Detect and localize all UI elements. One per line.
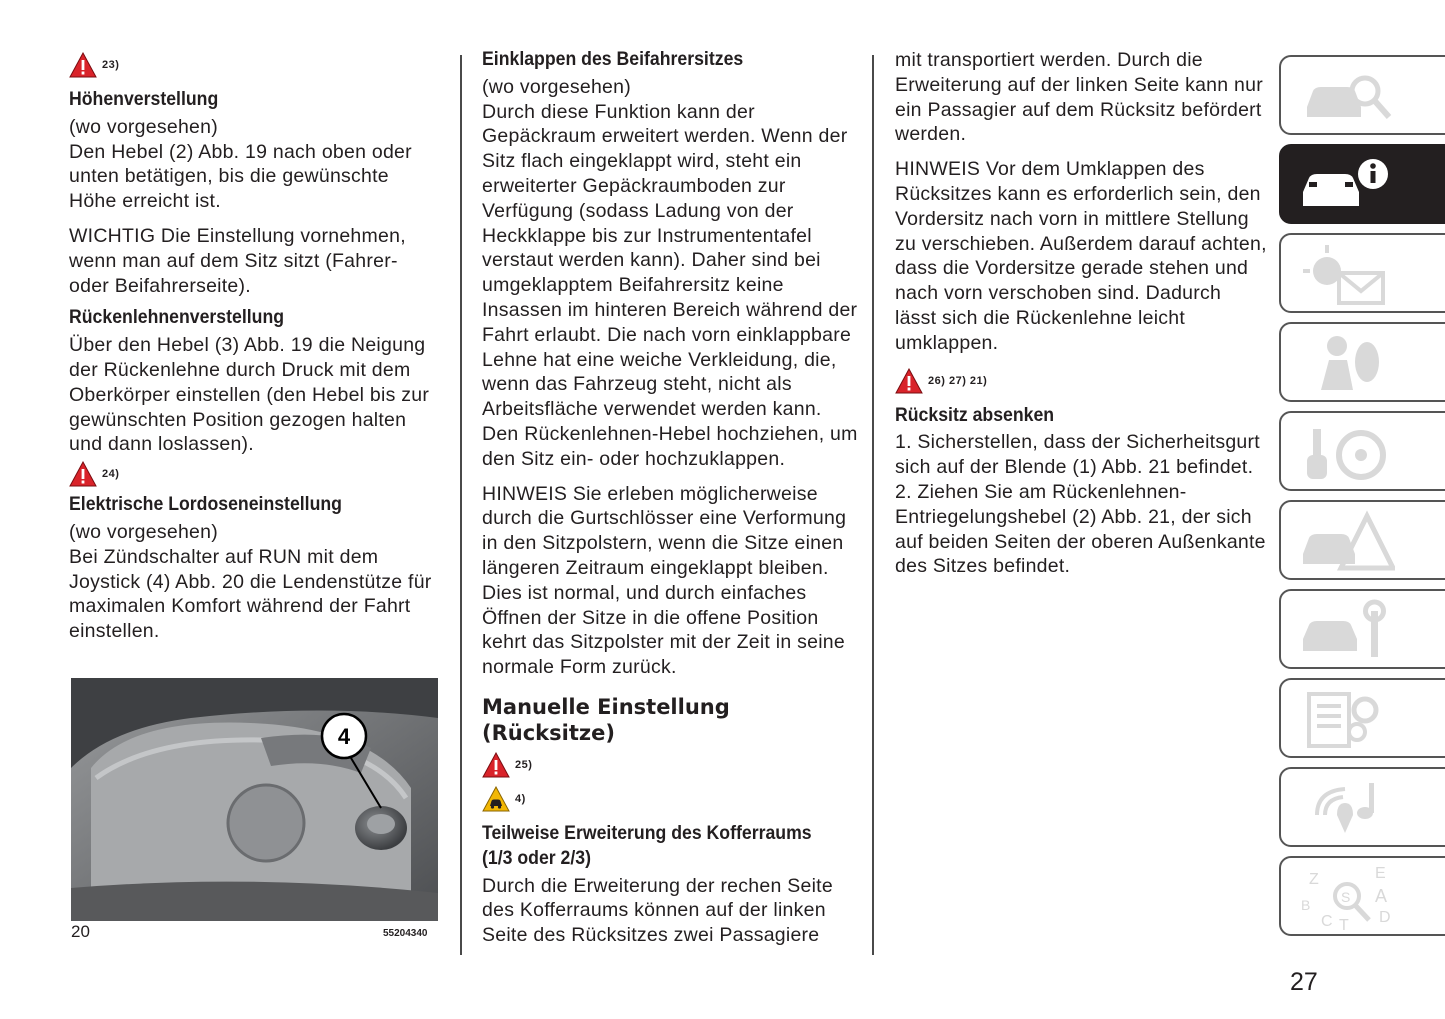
warning-triangle-icon: [69, 52, 97, 78]
tab-index[interactable]: [1279, 856, 1445, 936]
paragraph-hinweis: HINWEIS Sie erleben möglicherweise durch die Gurtschlösser eine Verformung in den Sitzpolstern, wenn die Sitze einen längeren Zeitraum eingeklappt bleiben. Dies ist normal, und durch einfaches Öffnen der Sitze in die offene Position kehrt das Sitzpolster mit der Zeit in seine normale Form zurück.: [482, 482, 847, 679]
warning-reference[interactable]: [895, 366, 1267, 396]
starting-driving-icon: [1295, 419, 1395, 487]
tab-technical-data[interactable]: [1279, 678, 1445, 758]
index-letter: D: [1379, 909, 1391, 926]
index-letter: T: [1339, 917, 1349, 932]
index-icon: [1295, 864, 1395, 932]
subtext: (wo vorgesehen): [69, 115, 218, 138]
warning-reference[interactable]: [69, 459, 441, 489]
tab-starting-driving[interactable]: [1279, 411, 1445, 491]
paragraph-wichtig: WICHTIG Die Einstellung vornehmen, wenn man auf dem Sitz sitzt (Fahrer- oder Beifahrerseite).: [69, 224, 406, 297]
heading-lordoseneinstellung: Elektrische Lordoseneinstellung: [69, 494, 342, 516]
subtext: (wo vorgesehen): [69, 520, 218, 543]
column-divider: [872, 55, 874, 955]
warning-ref-number: 24): [102, 468, 120, 481]
warning-triangle-icon: [69, 461, 97, 487]
heading-manuelle-einstellung: Manuelle Einstellung (Rücksitze): [482, 694, 730, 745]
column-3: [895, 48, 1267, 579]
paragraph: Den Hebel (2) Abb. 19 nach oben oder unten betätigen, bis die gewünschte Höhe erreicht ist.: [69, 140, 412, 213]
warning-triangle-icon: [482, 752, 510, 778]
caution-car-triangle-icon: [482, 786, 510, 812]
heading-teilweise-erweiterung: Teilweise Erweiterung des Kofferraums (1/3 oder 2/3): [482, 822, 812, 869]
paragraph: mit transportiert werden. Durch die Erweiterung auf der linken Seite kann nur ein Passagier auf dem Rücksitz befördert werden.: [895, 49, 1263, 146]
paragraph: Den Rückenlehnen-Hebel hochziehen, um den Sitz ein- oder hochzuklappen.: [482, 422, 858, 470]
caution-reference[interactable]: [482, 784, 862, 814]
warning-reference[interactable]: [482, 750, 862, 780]
caution-ref-number: 4): [515, 792, 526, 805]
column-1: [69, 48, 441, 644]
page-number: 27: [1290, 968, 1318, 996]
seat-lumbar-joystick-photo: [71, 678, 438, 921]
car-info-icon: [1295, 152, 1395, 220]
subtext: (wo vorgesehen): [482, 75, 631, 98]
technical-data-icon: [1295, 686, 1395, 754]
index-letter: Z: [1309, 871, 1319, 888]
index-letter: C: [1321, 913, 1333, 930]
tab-multimedia[interactable]: [1279, 767, 1445, 847]
tab-maintenance[interactable]: [1279, 589, 1445, 669]
tab-emergency[interactable]: [1279, 500, 1445, 580]
paragraph: Bei Zündschalter auf RUN mit dem Joystick (4) Abb. 20 die Lendenstütze für maximalen Komfort während der Fahrt einstellen.: [69, 545, 432, 643]
emergency-icon: [1295, 508, 1395, 576]
tab-getting-to-know[interactable]: [1279, 55, 1445, 135]
tab-knowing-car[interactable]: [1279, 144, 1445, 224]
car-search-icon: [1295, 63, 1395, 131]
column-divider: [460, 55, 462, 955]
paragraph: Über den Hebel (3) Abb. 19 die Neigung der Rückenlehne durch Druck mit dem Oberkörper einstellen (den Hebel bis zur gewünschten Position gezogen halten und dann loslassen).: [69, 334, 430, 456]
warning-ref-number: 23): [102, 59, 120, 71]
warning-triangle-icon: [895, 368, 923, 394]
step-1: 1. Sicherstellen, dass der Sicherheitsgurt sich auf der Blende (1) Abb. 21 befindet.: [895, 431, 1260, 479]
index-letter: E: [1375, 865, 1386, 882]
index-letter: A: [1375, 886, 1388, 906]
step-2: 2. Ziehen Sie am Rückenlehnen-Entriegelungshebel (2) Abb. 21, der sich auf beiden Seiten der oberen Außenkante des Sitzes befindet.: [895, 480, 1266, 578]
multimedia-icon: [1295, 775, 1395, 843]
heading-rueckenlehnenverstellung: Rückenlehnenverstellung: [69, 307, 285, 329]
warning-ref-number: 25): [515, 758, 533, 771]
paragraph: Durch diese Funktion kann der Gepäckraum erweitert werden. Wenn der Sitz flach eingeklappt wird, steht ein erweiterter Gepäckraumboden zur Verfügung (sodass Ladung von der Heckklappe bis zur Instrumententafel verstaut werden kann). Daher sind bei umgeklapptem Beifahrersitz keine Insassen im hinteren Bereich während der Fahrt erlaubt. Die nach vorn einklappbare Lehne hat eine weiche Verkleidung, die, wenn das Fahrzeug steht, nicht als Arbeitsfläche verwendet werden kann.: [482, 100, 858, 421]
seat-photo-figure: [71, 678, 438, 921]
paragraph-hinweis: HINWEIS Vor dem Umklappen des Rücksitzes kann es erforderlich sein, den Vordersitz nach vorn in mittlere Stellung zu verschieben. Außerdem darauf achten, dass die Vordersitze gerade stehen und nach vorn verschoben sind. Dadurch lässt sich die Rückenlehne leicht umklappen.: [895, 158, 1267, 354]
index-letter: B: [1301, 897, 1311, 913]
index-letter: S: [1341, 889, 1351, 905]
warning-reference[interactable]: [69, 50, 441, 80]
figure-number: 20: [71, 922, 90, 941]
maintenance-icon: [1295, 597, 1395, 665]
warning-ref-number: 26) 27) 21): [928, 374, 988, 387]
tab-warning-lights[interactable]: [1279, 233, 1445, 313]
warning-lights-icon: [1295, 241, 1395, 309]
paragraph: Durch die Erweiterung der rechen Seite des Kofferraums können auf der linken Seite des Rücksitzes zwei Passagiere: [482, 874, 833, 947]
heading-ruecksitz-absenken: Rücksitz absenken: [895, 404, 1055, 426]
heading-einklappen: Einklappen des Beifahrersitzes: [482, 49, 744, 70]
airbag-safety-icon: [1295, 330, 1395, 398]
column-2: [482, 48, 862, 948]
figure-code: 55204340: [383, 928, 428, 939]
heading-hoehenverstellung: Höhenverstellung: [69, 89, 219, 110]
tab-safety[interactable]: [1279, 322, 1445, 402]
figure-callout-label: 4: [337, 724, 351, 749]
